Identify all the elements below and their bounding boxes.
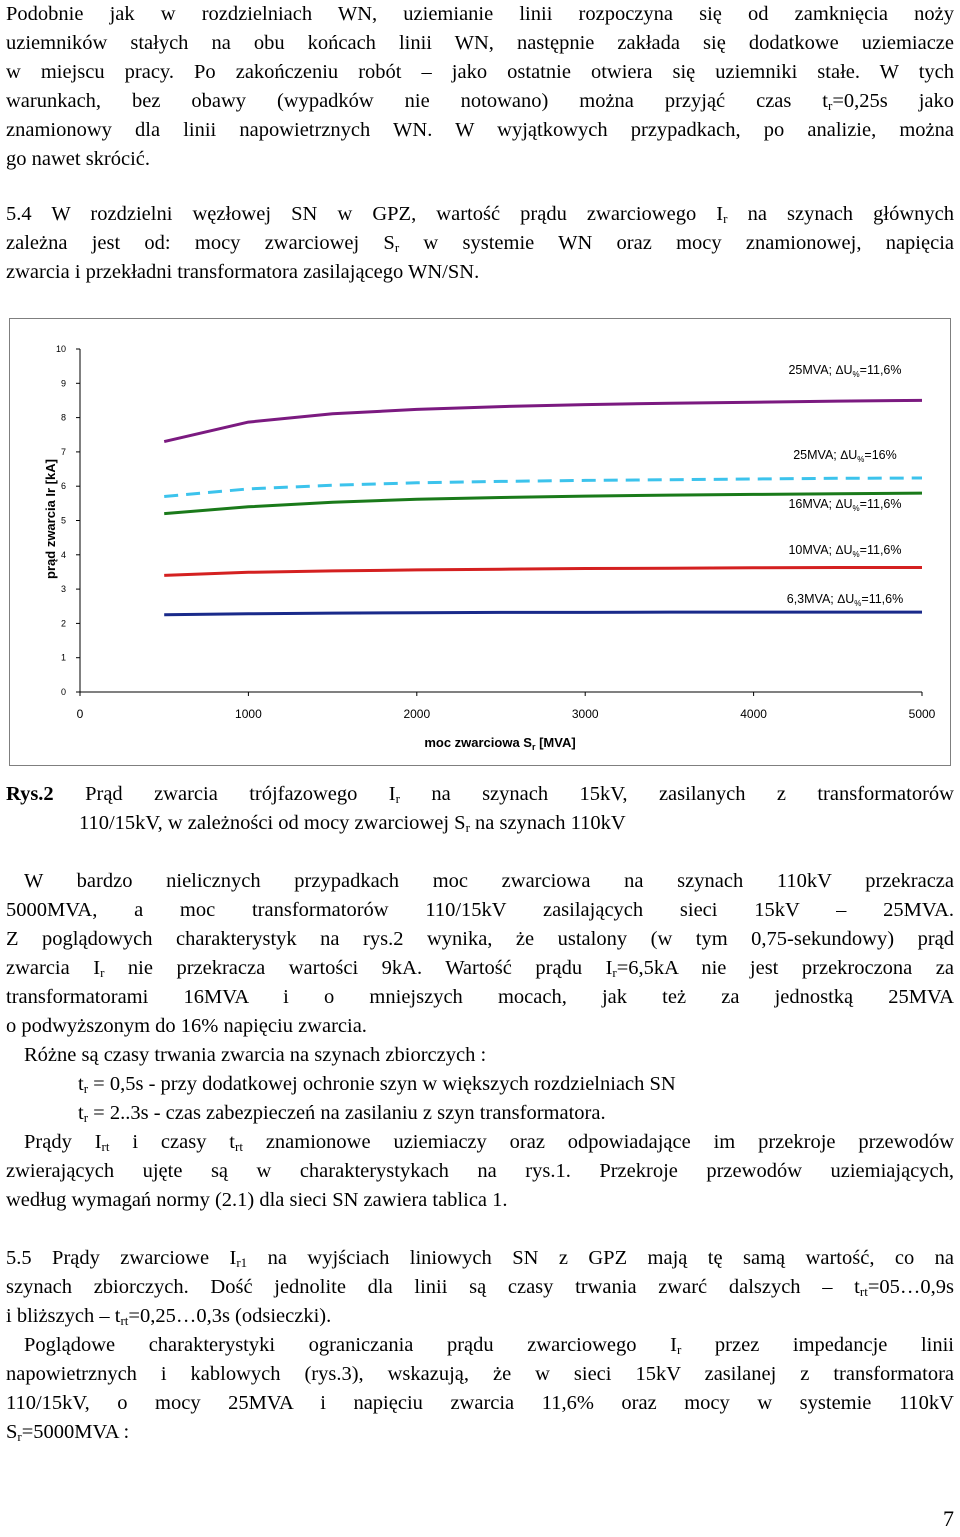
paragraph-line: 5000MVA, a moc transformatorów 110/15kV zasilających sieci 15kV – 25MVA. <box>6 899 954 921</box>
x-tick-label: 1000 <box>235 707 262 721</box>
y-tick-label: 8 <box>60 412 66 423</box>
paragraph-line: szynach zbiorczych. Dość jednolite dla linii są czasy trwania zwarć dalszych – $t_{rt}=05\dots 0,9s$ <box>6 1276 954 1299</box>
y-tick-label: 2 <box>60 618 66 629</box>
x-tick-label: 2000 <box>403 707 431 721</box>
paragraph-line: Różne są czasy trwania zwarcia na szynach zbiorczych : <box>24 1044 487 1066</box>
y-tick-label: 4 <box>60 549 66 560</box>
paragraph-line: 5.5 Prądy zwarciowe $I_{r1}$ na wyjściach liniowych SN z GPZ mają tę samą wartość, co na <box>6 1247 954 1270</box>
y-tick-label: 10 <box>55 344 66 354</box>
paragraph-line: warunkach, bez obawy (wypadków nie notowano) można przyjąć czas $t_r=0,25s$ jako <box>6 90 954 113</box>
series-line-4 <box>164 612 922 615</box>
y-tick-label: 6 <box>60 481 66 492</box>
x-tick-label: 3000 <box>571 707 599 721</box>
paragraph-line: napowietrznych i kablowych (rys.3), wskazują, że w sieci 15kV zasilanej z transformatora <box>6 1363 954 1385</box>
paragraph-line: Podobnie jak w rozdzielniach WN, uziemianie linii rozpoczyna się od zamknięcia noży <box>6 3 954 25</box>
series-line-0 <box>164 400 922 441</box>
paragraph-line: W bardzo nielicznych przypadkach moc zwarciowa na szynach 110kV przekracza <box>24 870 954 892</box>
x-tick-labels <box>77 692 936 721</box>
paragraph-line: 110/15kV, o mocy 25MVA i napięciu zwarcia 11,6% oraz mocy w systemie 110kV <box>6 1392 954 1414</box>
y-axis-label: prąd zwarcia Ir [kA] <box>43 459 58 579</box>
y-tick-label: 7 <box>60 446 66 457</box>
paragraph-line: 5.4 W rozdzielni węzłowej SN w GPZ, wartość prądu zwarciowego $I_r$ na szynach głównych <box>6 203 954 226</box>
paragraph-line: $t_r = 2..3s$ - czas zabezpieczeń na zasilaniu z szyn transformatora. <box>78 1102 606 1125</box>
y-tick-label: 1 <box>60 652 66 663</box>
series-line-3 <box>164 568 922 576</box>
y-tick-labels <box>56 344 80 697</box>
paragraph-line: w miejscu pracy. Po zakończeniu robót – jako ostatnie otwiera się uziemniki stałe. W tych <box>6 61 954 83</box>
paragraph-line: znamionowy dla linii napowietrznych WN. W wyjątkowych przypadkach, po analizie, można <box>6 119 954 141</box>
x-tick-label: 5000 <box>908 707 936 721</box>
paragraph-line: transformatorami 16MVA i o mniejszych mocach, jak też za jednostką 25MVA <box>6 986 954 1008</box>
paragraph-line: uziemników stałych na obu końcach linii WN, następnie zakłada się dodatkowe uziemiacze <box>6 32 954 54</box>
paragraph-line: go nawet skrócić. <box>6 148 151 170</box>
figure-frame <box>9 318 951 766</box>
series-label-2: 16MVA; $\Delta U_{\%}=11,6\%$ <box>788 497 902 513</box>
paragraph-line: zależna jest od: mocy zwarciowej $S_r$ w systemie WN oraz mocy znamionowej, napięcia <box>6 232 954 255</box>
x-axis-label: moc zwarciowa $S_r$ [MVA] <box>424 735 576 752</box>
paragraph-line: zwarcia $I_r$ nie przekracza wartości 9kA. Wartość prądu $I_r=6,5kA$ nie jest przekroczona za <box>6 957 954 980</box>
paragraph-line: o podwyższonym do 16% napięciu zwarcia. <box>6 1015 367 1037</box>
series-label-0: 25MVA; $\Delta U_{\%}=11,6\%$ <box>788 363 902 379</box>
paragraph-line: $t_r = 0,5s$ - przy dodatkowej ochronie szyn w większych rozdzielniach SN <box>78 1073 676 1096</box>
paragraph-line: zwarcia i przekładni transformatora zasilającego WN/SN. <box>6 261 480 283</box>
series-label-3: 10MVA; $\Delta U_{\%}=11,6\%$ <box>788 543 902 559</box>
paragraph-line: Poglądowe charakterystyki ograniczania prądu zwarciowego $I_r$ przez impedancje linii <box>24 1334 955 1357</box>
short-circuit-current-chart <box>10 319 950 765</box>
paragraph-line: według wymagań normy (2.1) dla sieci SN zawiera tablica 1. <box>6 1189 508 1211</box>
series-label-1: 25MVA; $\Delta U_{\%}=16\%$ <box>793 448 897 464</box>
paragraph-line: Prądy $I_{rt}$ i czasy $t_{rt}$ znamionowe uziemiaczy oraz odpowiadające im przekroje przewodów <box>24 1131 955 1154</box>
paragraph-line: zwierających ujęte są w charakterystykach na rys.1. Przekroje przewodów uziemiających, <box>6 1160 954 1182</box>
figure-caption-line: 110/15kV, w zależności od mocy zwarciowej $S_r$ na szynach 110kV <box>79 812 626 835</box>
y-tick-label: 3 <box>60 584 66 595</box>
paragraph-line: Z poglądowych charakterystyk na rys.2 wynika, że ustalony (w tym 0,75-sekundowy) prąd <box>6 928 954 950</box>
y-tick-label: 5 <box>60 515 66 526</box>
y-tick-label: 0 <box>60 687 66 697</box>
figure-caption-line: Rys.2 Prąd zwarcia trójfazowego $I_r$ na szynach 15kV, zasilanych z transformatorów <box>6 783 954 806</box>
x-tick-label: 0 <box>76 707 84 721</box>
series-label-4: 6,3MVA; $\Delta U_{\%}=11,6\%$ <box>786 592 904 608</box>
x-tick-label: 4000 <box>740 707 767 721</box>
page-number: 7 <box>943 1506 954 1531</box>
paragraph-line: $S_r=5000MVA$ : <box>6 1421 130 1444</box>
paragraph-line: i bliższych – $t_{rt}=0,25\dots 0,3s$ (odsieczki). <box>6 1305 332 1328</box>
y-tick-label: 9 <box>60 378 66 389</box>
